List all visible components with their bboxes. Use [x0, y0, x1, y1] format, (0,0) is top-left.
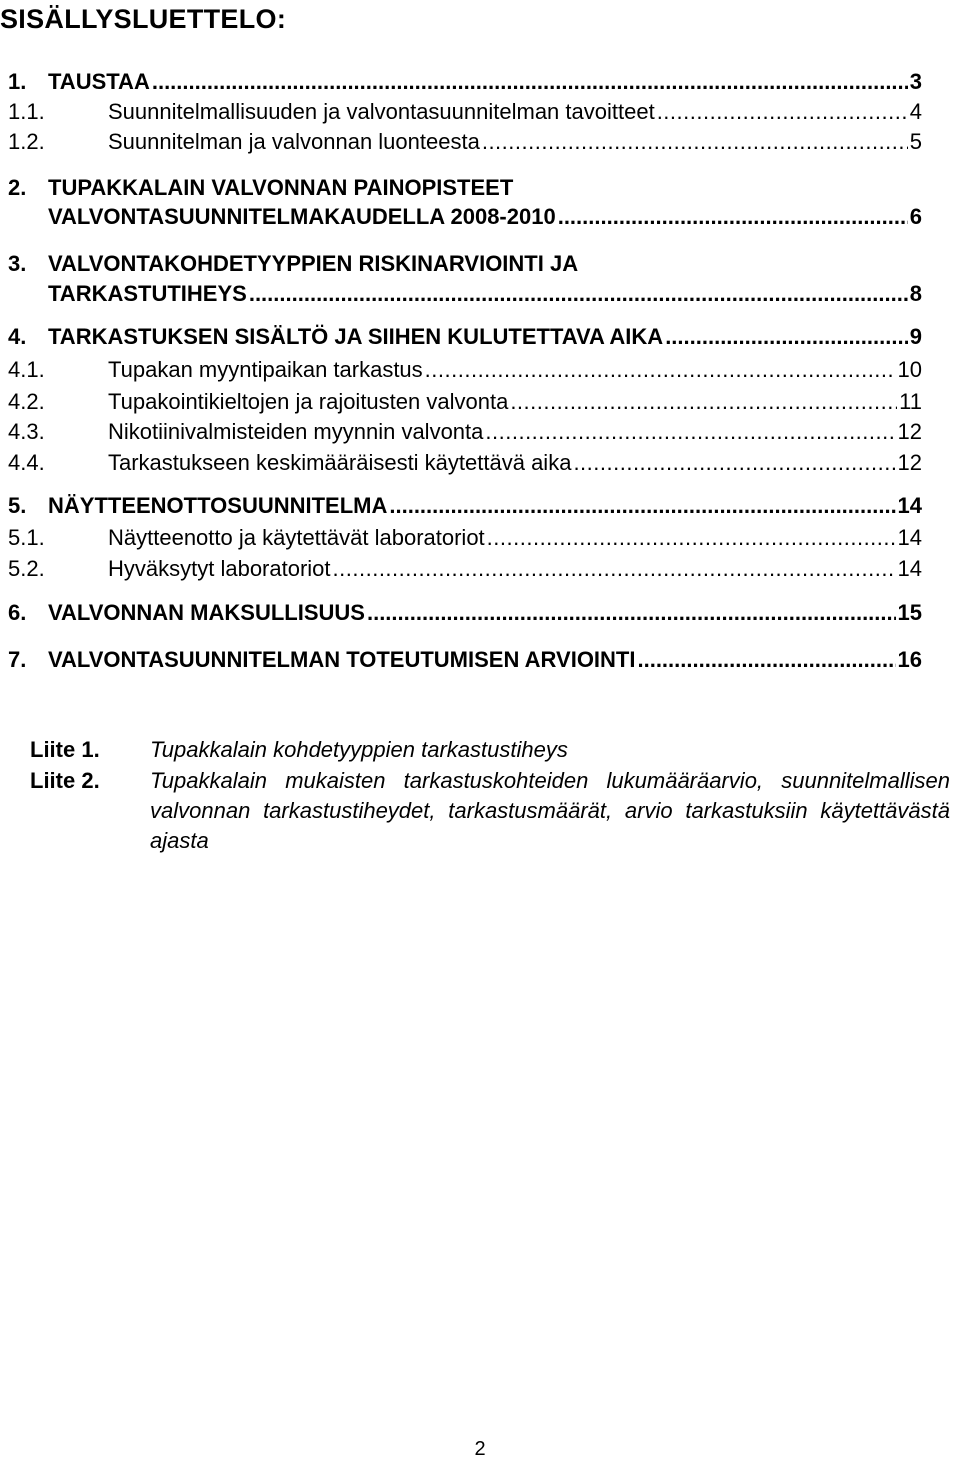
toc-entry-5-1[interactable] — [8, 524, 922, 552]
appendix-description: Tupakkalain mukaisten tarkastuskohteiden lukumääräarvio, suunnitelmallisen valvonnan tarkastustiheydet, tarkastusmäärät, arvio tarkastuksiin käytettävästä ajasta — [150, 768, 950, 853]
toc-entry-page: 12 — [897, 450, 922, 475]
toc-leader-dots — [487, 524, 896, 552]
toc-entry-page: 5 — [909, 129, 922, 154]
toc-leader-dots — [665, 323, 908, 351]
toc-entry-text: Suunnitelman ja valvonnan luonteesta — [108, 129, 480, 154]
toc-entry-3-first-line[interactable] — [8, 250, 578, 278]
toc-entry-page: 9 — [909, 324, 922, 349]
toc-leader-dots — [367, 599, 896, 627]
toc-entry-4-1[interactable] — [8, 356, 922, 384]
toc-leader-dots — [657, 98, 908, 126]
toc-entry-text: Tupakointikieltojen ja rajoitusten valvonta — [108, 389, 509, 414]
toc-entry-page: 6 — [909, 204, 922, 229]
toc-entry-4-3[interactable] — [8, 418, 922, 446]
toc-leader-dots — [510, 388, 897, 416]
toc-entry-3[interactable] — [48, 280, 922, 308]
toc-entry-number: 4. — [8, 324, 27, 349]
toc-entry-page: 4 — [909, 99, 922, 124]
appendix-description: Tupakkalain kohdetyyppien tarkastustiheys — [150, 737, 568, 762]
toc-leader-dots — [482, 128, 908, 156]
page-number: 2 — [474, 1438, 486, 1460]
toc-entry-2[interactable] — [48, 203, 922, 231]
toc-entry-2-first-line[interactable] — [8, 174, 513, 202]
toc-entry-5[interactable] — [8, 492, 922, 520]
toc-leader-dots — [425, 356, 896, 384]
toc-entry-text: NÄYTTEENOTTOSUUNNITELMA — [48, 493, 388, 518]
toc-entry-page: 10 — [897, 357, 922, 382]
toc-entry-text-line1: TUPAKKALAIN VALVONNAN PAINOPISTEET — [48, 175, 514, 200]
toc-entry-number: 4.4. — [8, 450, 45, 475]
toc-entry-page: 14 — [897, 493, 922, 518]
toc-entry-6[interactable] — [8, 599, 922, 627]
toc-entry-number: 3. — [8, 251, 27, 276]
toc-entry-4-4[interactable] — [8, 449, 922, 477]
toc-leader-dots — [573, 449, 895, 477]
toc-entry-page: 12 — [897, 419, 922, 444]
toc-entry-text: Nikotiinivalmisteiden myynnin valvonta — [108, 419, 484, 444]
toc-entry-text: TAUSTAA — [48, 69, 150, 94]
toc-entry-text: Tarkastukseen keskimääräisesti käytettävä aika — [108, 450, 572, 475]
toc-entry-number: 1.2. — [8, 129, 45, 154]
toc-entry-number: 2. — [8, 175, 27, 200]
toc-leader-dots — [558, 203, 908, 231]
toc-entry-page: 14 — [897, 525, 922, 550]
appendix-label: Liite 2. — [30, 768, 100, 793]
toc-entry-number: 1.1. — [8, 99, 45, 124]
toc-entry-number: 4.3. — [8, 419, 45, 444]
appendix-label: Liite 1. — [30, 737, 100, 762]
toc-leader-dots — [389, 492, 895, 520]
toc-entry-number: 1. — [8, 69, 27, 94]
toc-entry-number: 7. — [8, 647, 27, 672]
toc-entry-text-line1: VALVONTAKOHDETYYPPIEN RISKINARVIOINTI JA — [48, 251, 579, 276]
toc-leader-dots — [637, 646, 895, 674]
toc-entry-number: 4.2. — [8, 389, 45, 414]
appendix-2 — [30, 766, 950, 862]
toc-entry-text: Tupakan myyntipaikan tarkastus — [108, 357, 423, 382]
toc-title: SISÄLLYSLUETTELO: — [0, 4, 287, 34]
toc-leader-dots — [152, 68, 908, 96]
toc-entry-page: 16 — [897, 647, 922, 672]
toc-entry-1-1[interactable] — [8, 98, 922, 126]
toc-entry-page: 8 — [909, 281, 922, 306]
toc-entry-text: TARKASTUKSEN SISÄLTÖ JA SIIHEN KULUTETTAVA AIKA — [48, 324, 664, 349]
toc-entry-text: Hyväksytyt laboratoriot — [108, 556, 331, 581]
toc-entry-text: TARKASTUTIHEYS — [48, 281, 247, 306]
toc-entry-7[interactable] — [8, 646, 922, 674]
toc-entry-1-2[interactable] — [8, 128, 922, 156]
toc-entry-text: VALVONTASUUNNITELMAN TOTEUTUMISEN ARVIOINTI — [48, 647, 636, 672]
toc-entry-text: Suunnitelmallisuuden ja valvontasuunnitelman tavoitteet — [108, 99, 655, 124]
toc-leader-dots — [485, 418, 895, 446]
toc-entry-4-2[interactable] — [8, 388, 922, 416]
toc-entry-page: 3 — [909, 69, 922, 94]
toc-entry-page: 11 — [899, 389, 922, 414]
toc-entry-number: 5. — [8, 493, 27, 518]
toc-entry-text: VALVONTASUUNNITELMAKAUDELLA 2008-2010 — [48, 204, 556, 229]
toc-entry-1[interactable] — [8, 68, 922, 96]
toc-entry-number: 5.2. — [8, 556, 45, 581]
toc-entry-page: 14 — [897, 556, 922, 581]
appendix-1 — [30, 735, 950, 767]
toc-entry-number: 5.1. — [8, 525, 45, 550]
toc-entry-number: 6. — [8, 600, 27, 625]
toc-entry-number: 4.1. — [8, 357, 45, 382]
toc-entry-5-2[interactable] — [8, 555, 922, 583]
toc-leader-dots — [333, 555, 896, 583]
toc-leader-dots — [249, 280, 908, 308]
toc-entry-page: 15 — [897, 600, 922, 625]
toc-entry-4[interactable] — [8, 323, 922, 351]
toc-entry-text: Näytteenotto ja käytettävät laboratoriot — [108, 525, 485, 550]
toc-entry-text: VALVONNAN MAKSULLISUUS — [48, 600, 365, 625]
